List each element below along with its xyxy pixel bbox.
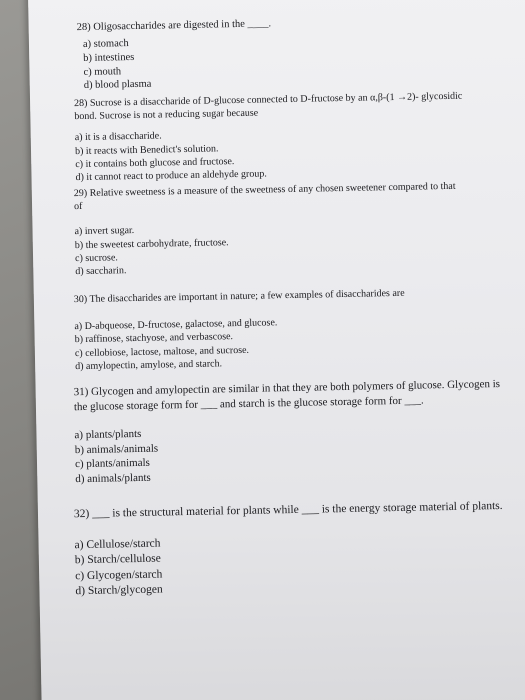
option-a: a) stomach xyxy=(82,37,129,50)
options-list xyxy=(74,420,501,486)
option-c: c) plants/animals xyxy=(74,456,150,471)
question-29 xyxy=(74,180,457,278)
option-c: c) Glycogen/starch xyxy=(75,568,163,582)
options-list xyxy=(74,218,457,278)
question-stem-line1: 28) Sucrose is a disaccharide of D-glucose connected to D-fructose by an α,β-(1 →2)- glycosidic xyxy=(74,90,463,110)
option-a: a) D-abqueose, D-fructose, galactose, and glucose. xyxy=(74,317,278,333)
options-list xyxy=(75,124,464,184)
option-d: d) blood plasma xyxy=(83,79,152,92)
option-a: a) plants/plants xyxy=(74,427,142,442)
question-stem-line1: 29) Relative sweetness is a measure of the sweetness of any chosen sweetener compared to that xyxy=(73,180,456,200)
options-list xyxy=(74,314,406,373)
option-b: b) raffinose, stachyose, and verbascose. xyxy=(74,331,234,346)
question-stem: 30) The disaccharides are important in nature; a few examples of disaccharides are xyxy=(73,287,405,306)
option-b: b) Starch/cellulose xyxy=(74,552,161,567)
question-32 xyxy=(74,499,504,599)
option-d: d) saccharin. xyxy=(75,265,127,278)
worksheet-page xyxy=(28,0,525,700)
option-d: d) amylopectin, amylose, and starch. xyxy=(75,358,223,372)
option-b: b) it reacts with Benedict's solution. xyxy=(74,142,219,157)
question-30 xyxy=(74,287,406,373)
question-stem: 32) ___ is the structural material for plants while ___ is the energy storage material of plants. xyxy=(73,499,503,521)
option-b: b) intestines xyxy=(83,51,135,64)
option-d: d) it cannot react to produce an aldehyde group. xyxy=(75,168,267,184)
question-31 xyxy=(74,377,502,486)
options-list xyxy=(74,530,504,599)
option-d: d) animals/plants xyxy=(75,471,151,485)
option-b: b) animals/animals xyxy=(74,442,159,456)
option-c: c) cellobiose, lactose, maltose, and sucrose. xyxy=(74,344,250,359)
option-d: d) Starch/glycogen xyxy=(75,583,163,597)
options-list xyxy=(77,34,273,93)
question-stem-line2: the glucose storage form for ___ and starch is the glucose storage form for ___. xyxy=(73,393,424,413)
option-c: c) mouth xyxy=(83,65,122,78)
question-stem-line2: of xyxy=(73,201,83,213)
option-a: a) Cellulose/starch xyxy=(74,537,161,552)
option-b: b) the sweetest carbohydrate, fructose. xyxy=(74,236,229,251)
question-stem: 28) Oligosaccharides are digested in the ____. xyxy=(76,18,272,34)
question-stem-line1: 31) Glycogen and amylopectin are similar in that they are both polymers of glucose. Glycogen is xyxy=(73,378,501,399)
option-c: c) it contains both glucose and fructose. xyxy=(75,155,235,170)
question-28b xyxy=(74,90,464,185)
question-28a xyxy=(77,17,273,93)
option-a: a) it is a disaccharide. xyxy=(74,130,162,144)
question-stem-line2: bond. Sucrose is not a reducing sugar because xyxy=(74,107,259,123)
option-a: a) invert sugar. xyxy=(74,225,135,238)
option-c: c) sucrose. xyxy=(74,252,118,264)
